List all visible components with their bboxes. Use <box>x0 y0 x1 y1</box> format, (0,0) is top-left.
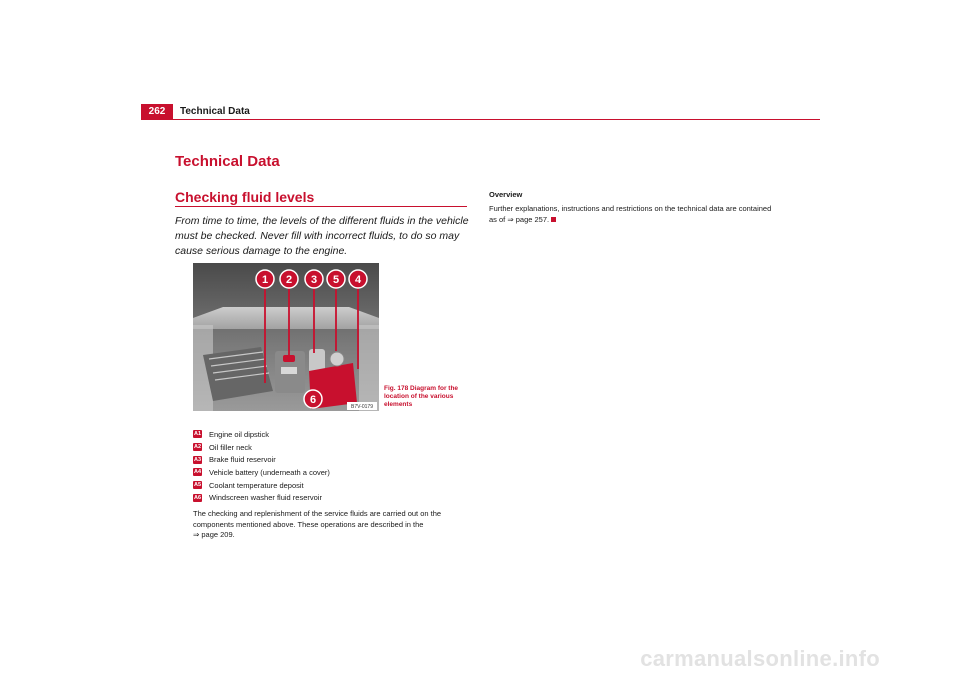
legend-text: Brake fluid reservoir <box>209 455 276 465</box>
legend-text: Coolant temperature deposit <box>209 480 304 490</box>
callout-label-6: 6 <box>309 394 317 406</box>
section-intro: From time to time, the levels of the different fluids in the vehicle must be checked. Never fill with incorrect fluids, to do so may cause serious damage to the engine. <box>175 215 469 257</box>
figure-caption: Fig. 178 Diagram for the location of the various elements <box>384 385 459 408</box>
legend-text: Engine oil dipstick <box>209 429 270 439</box>
figure-code: B7V-0179 <box>351 404 373 410</box>
running-header: Technical Data <box>180 106 250 117</box>
legend-text: Windscreen washer fluid reservoir <box>209 493 322 503</box>
legend-item <box>193 428 330 441</box>
engine-bay-figure <box>193 263 379 411</box>
right-fender <box>359 325 379 411</box>
legend-marker: A4 <box>193 469 202 476</box>
callout-label-3: 3 <box>310 274 318 286</box>
legend-item <box>193 479 330 492</box>
oil-filler-cap <box>283 355 295 362</box>
overview-heading: Overview <box>489 190 523 199</box>
page-209-link[interactable]: ⇒ page 209. <box>193 530 235 539</box>
legend-marker: A6 <box>193 494 202 501</box>
legend-item <box>193 466 330 479</box>
cover-badge <box>281 367 297 374</box>
legend-list <box>193 428 330 504</box>
legend-marker: A3 <box>193 456 202 463</box>
callout-label-2: 2 <box>285 274 293 286</box>
page-number: 262 <box>141 104 173 120</box>
body-text: The checking and replenishment of the service fluids are carried out on the components mentioned above. These operations are described in the <box>193 509 442 529</box>
chapter-title: Technical Data <box>175 153 280 170</box>
section-title: Checking fluid levels <box>175 189 315 205</box>
legend-item <box>193 453 330 466</box>
callout-label-4: 4 <box>354 274 362 286</box>
legend-item <box>193 441 330 454</box>
hood-edge <box>193 307 379 329</box>
legend-marker: A5 <box>193 482 202 489</box>
legend-item <box>193 491 330 504</box>
legend-marker: A1 <box>193 431 202 438</box>
legend-text: Oil filler neck <box>209 442 252 452</box>
callout-label-1: 1 <box>261 274 269 286</box>
legend-text: Vehicle battery (underneath a cover) <box>209 467 330 477</box>
section-divider <box>175 206 467 207</box>
overview-text: Further explanations, instructions and restrictions on the technical data are contained as of <box>489 204 772 224</box>
coolant-cap <box>330 352 344 366</box>
header-divider <box>141 119 820 120</box>
section-end-marker <box>551 217 556 222</box>
engine-bay-illustration <box>193 263 379 411</box>
overview-paragraph <box>489 204 779 225</box>
body-paragraph <box>193 509 468 541</box>
callout-label-5: 5 <box>332 274 340 286</box>
legend-marker: A2 <box>193 444 202 451</box>
page-257-link[interactable]: ⇒ page 257. <box>507 214 550 224</box>
watermark: carmanualsonline.info <box>640 646 880 671</box>
